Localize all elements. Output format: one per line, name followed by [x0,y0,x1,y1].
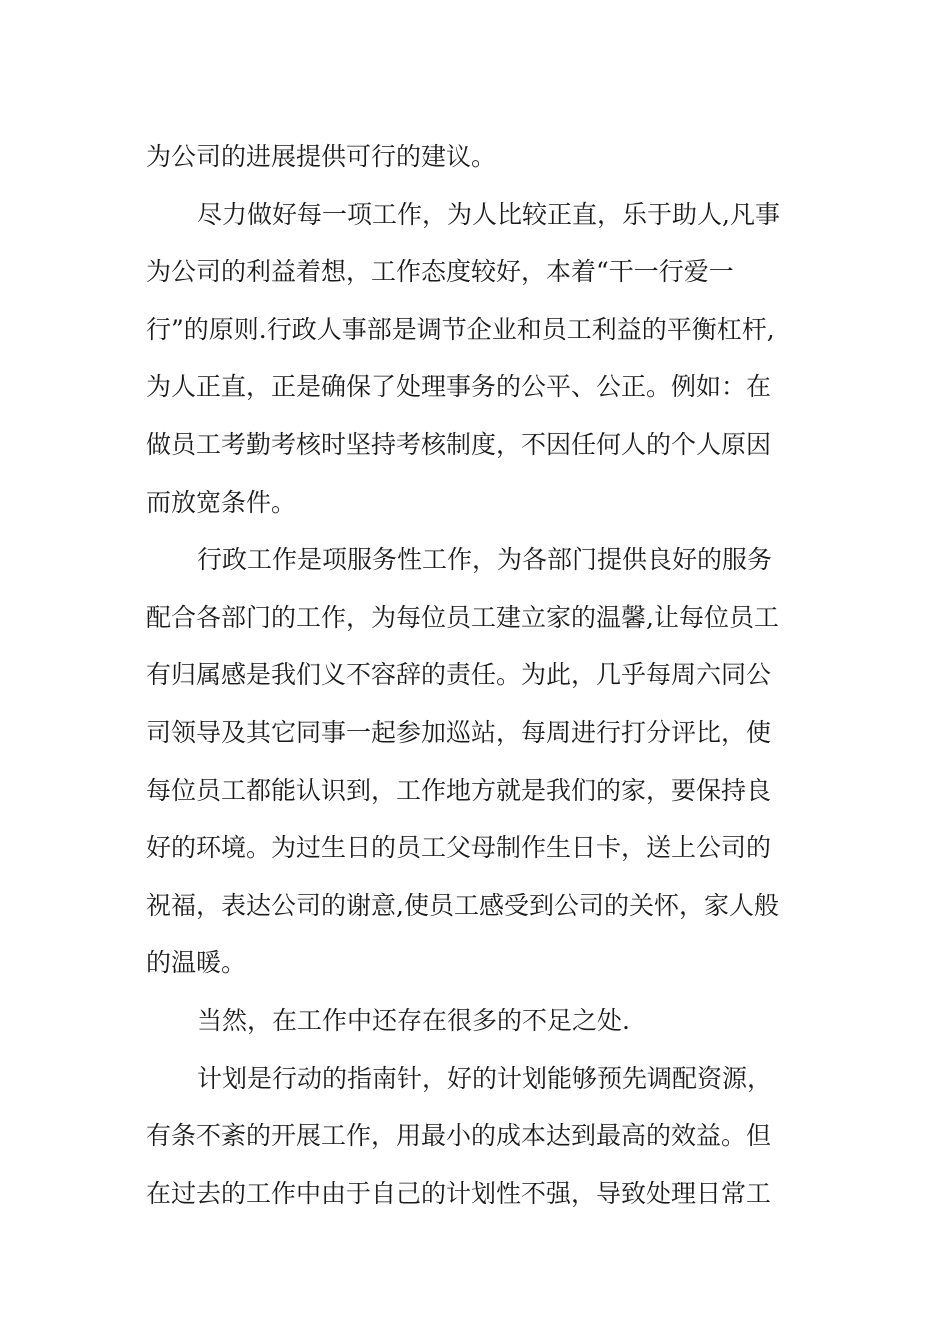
text-line: 每位员工都能认识到，工作地方就是我们的家，要保持良 [146,775,772,805]
body-text [146,128,826,1222]
text-line: 祝福，表达公司的谢意,使员工感受到公司的关怀，家人般 [146,890,779,920]
text-line: 在过去的工作中由于自己的计划性不强，导致处理日常工 [146,1178,772,1208]
text-line: 有条不紊的开展工作，用最小的成本达到最高的效益。但 [146,1121,772,1151]
paragraph-start-line: 当然，在工作中还存在很多的不足之处. [197,1005,630,1035]
text-line: 行”的原则.行政人事部是调节企业和员工利益的平衡杠杆, [146,314,775,344]
text-line: 为公司的进展提供可行的建议。 [146,142,497,171]
text-line: 为人正直，正是确保了处理事务的公平、公正。例如：在 [146,372,772,402]
text-line: 配合各部门的工作，为每位员工建立家的温馨,让每位员工 [146,602,779,632]
text-line: 而放宽条件。 [146,487,297,517]
text-line: 的温暖。 [146,948,247,978]
text-line: 为公司的利益着想，工作态度较好，本着“干一行爱一 [146,257,734,287]
paragraph-start-line: 尽力做好每一项工作，为人比较正直，乐于助人,凡事 [197,199,780,229]
paragraph-start-line: 行政工作是项服务性工作，为各部门提供良好的服务 [197,545,773,575]
text-line: 司领导及其它同事一起参加巡站，每周进行打分评比，使 [146,717,772,747]
paragraph-start-line: 计划是行动的指南针，好的计划能够预先调配资源， [197,1063,773,1093]
text-line: 好的环境。为过生日的员工父母制作生日卡，送上公司的 [146,833,772,863]
text-line: 有归属感是我们义不容辞的责任。为此，几乎每周六同公 [146,660,772,690]
text-line: 做员工考勤考核时坚持考核制度，不因任何人的个人原因 [146,429,772,459]
